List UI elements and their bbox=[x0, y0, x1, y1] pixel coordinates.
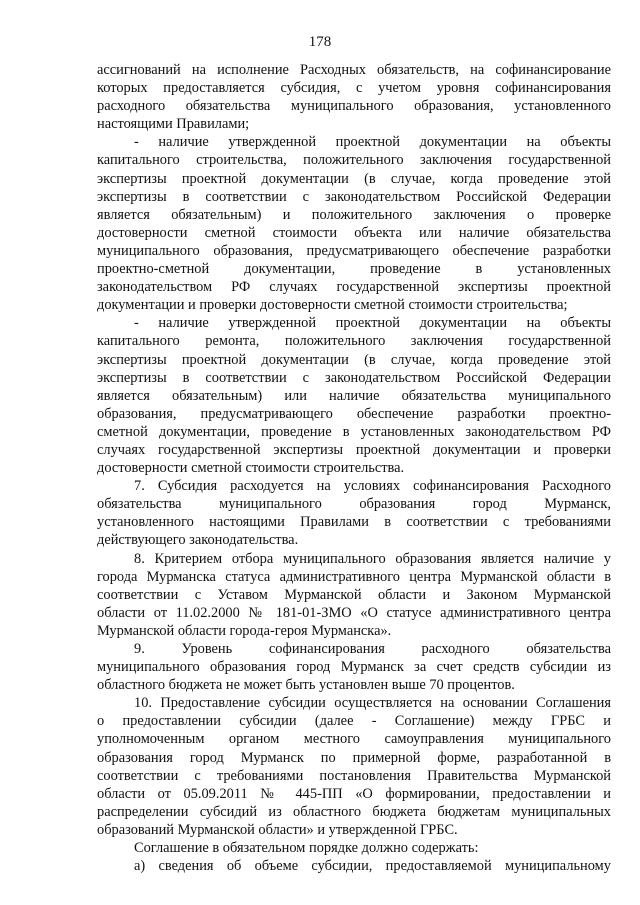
text-line: областного бюджета не может быть установлен выше 70 процентов. bbox=[97, 677, 515, 694]
text-line: о предоставлении субсидии (далее - Соглашение) между ГРБС и bbox=[97, 713, 611, 730]
text-line: 10. Предоставление субсидии осуществляется на основании Соглашения bbox=[134, 695, 611, 712]
text-line: Соглашение в обязательном порядке должно содержать: bbox=[134, 840, 479, 857]
text-line: установленного настоящими Правилами в соответствии с требованиями bbox=[97, 514, 611, 531]
text-line: области от 05.09.2011 № 445-ПП «О формировании, предоставлении и bbox=[97, 785, 611, 802]
document-body bbox=[97, 61, 611, 875]
text-line: образования город Мурманск по примерной форме, разработанной в bbox=[97, 749, 611, 766]
text-line: муниципального образования город Мурманск за счет средств субсидии из bbox=[97, 659, 611, 676]
text-line: образования, предусматривающего обеспечение разработки проектно- bbox=[97, 405, 611, 422]
text-line: сметной документации, проведение в установленных законодательством РФ bbox=[97, 423, 611, 440]
text-line: экспертизы проектной документации (в случае, когда проведение этой bbox=[97, 351, 611, 368]
text-line: области от 11.02.2000 № 181-01-ЗМО «О статусе административного центра bbox=[97, 604, 611, 621]
text-line: города Мурманска статуса административного центра Мурманской области в bbox=[97, 568, 611, 585]
text-line: уполномоченным органом местного самоуправления муниципального bbox=[97, 731, 611, 748]
text-line: Мурманской области города-героя Мурманска». bbox=[97, 622, 392, 639]
text-line: достоверности сметной стоимости объекта или наличие обязательства bbox=[97, 224, 611, 241]
text-line: образований Мурманской области» и утвержденной ГРБС. bbox=[97, 821, 458, 838]
text-line: которых предоставляется субсидия, с учетом уровня софинансирования bbox=[97, 80, 611, 97]
text-line: законодательством РФ случаях государственной экспертизы проектной bbox=[97, 279, 611, 296]
text-line: обязательства муниципального образования город Мурманск, bbox=[97, 496, 611, 513]
text-line: капитального строительства, положительного заключения государственной bbox=[97, 152, 611, 169]
text-line: распределении субсидий из областного бюджета бюджетам муниципальных bbox=[97, 803, 611, 820]
text-line: экспертизы в соответствии с законодательством Российской Федерации bbox=[97, 369, 611, 386]
text-line: проектно-сметной документации, проведение в установленных bbox=[97, 261, 611, 278]
text-line: соответствии с требованиями постановления Правительства Мурманской bbox=[97, 767, 611, 784]
text-line: 9. Уровень софинансирования расходного обязательства bbox=[134, 641, 611, 657]
text-line: настоящими Правилами; bbox=[97, 116, 250, 133]
text-line: - наличие утвержденной проектной документации на объекты bbox=[134, 315, 611, 332]
text-line: достоверности сметной стоимости строительства. bbox=[97, 460, 405, 477]
text-line: действующего законодательства. bbox=[97, 532, 299, 549]
text-line: ассигнований на исполнение Расходных обязательств, на софинансирование bbox=[97, 62, 611, 78]
text-line: соответствии с Уставом Мурманской области и Законом Мурманской bbox=[97, 586, 611, 603]
text-line: 7. Субсидия расходуется на условиях софинансирования Расходного bbox=[134, 478, 611, 495]
text-line: экспертизы проектной документации (в случае, когда проведение этой bbox=[97, 170, 611, 187]
text-line: капитального ремонта, положительного заключения государственной bbox=[97, 333, 611, 350]
text-line: - наличие утвержденной проектной документации на объекты bbox=[134, 134, 611, 151]
text-line: случаях государственной экспертизы проектной документации и проверки bbox=[97, 441, 611, 458]
text-line: расходного обязательства муниципального образования, установленного bbox=[97, 98, 611, 115]
text-line: муниципального образования, предусматривающего обеспечение разработки bbox=[97, 242, 611, 259]
text-line: документации и проверки достоверности сметной стоимости строительства; bbox=[97, 297, 568, 314]
text-line: 8. Критерием отбора муниципального образования является наличие у bbox=[134, 550, 611, 567]
text-line: является обязательным) или наличие обязательства муниципального bbox=[97, 387, 611, 404]
text-line: а) сведения об объеме субсидии, предоставляемой муниципальному bbox=[134, 858, 611, 875]
text-line: экспертизы в соответствии с законодательством Российской Федерации bbox=[97, 188, 611, 205]
page-number: 178 bbox=[308, 34, 332, 50]
text-line: является обязательным) и положительного заключения о проверке bbox=[97, 206, 611, 223]
